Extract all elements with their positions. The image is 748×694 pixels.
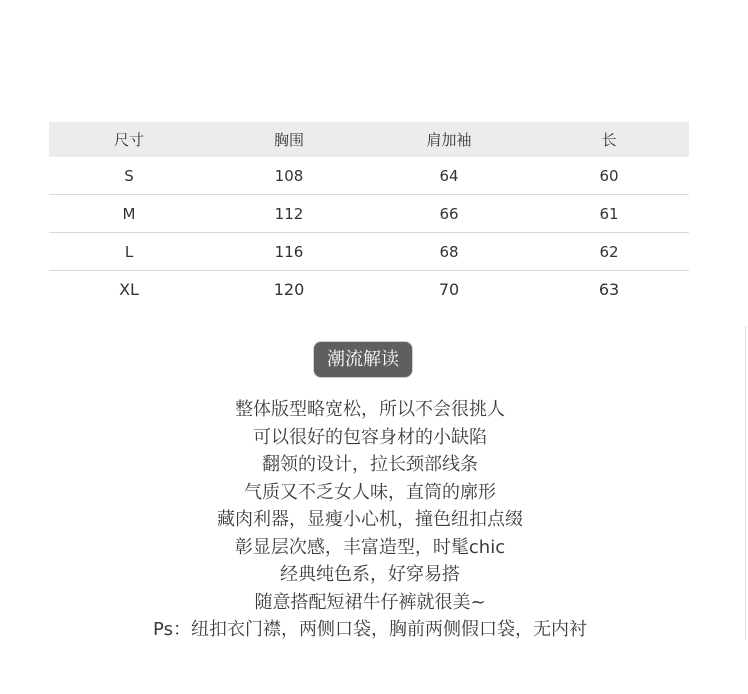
header-shoulder-sleeve: 肩加袖 xyxy=(369,122,529,157)
table-row xyxy=(49,233,689,271)
description-line: 翻领的设计，拉长颈部线条 xyxy=(262,454,478,475)
cell-shoulder-sleeve: 70 xyxy=(438,280,460,299)
table-row xyxy=(49,271,689,309)
description-block xyxy=(80,396,660,644)
cell-bust: 108 xyxy=(209,157,369,195)
description-line: 藏肉利器，显瘦小心机，撞色纽扣点缀 xyxy=(217,509,523,530)
description-line: 可以很好的包容身材的小缺陷 xyxy=(253,426,487,448)
table-row xyxy=(49,157,689,195)
cell-length: 63 xyxy=(598,280,620,299)
cell-size: XL xyxy=(119,280,139,299)
header-size: 尺寸 xyxy=(49,122,209,157)
description-line: 彰显层次感，丰富造型，时髦chic xyxy=(234,536,506,558)
table-row xyxy=(49,195,689,233)
cell-shoulder-sleeve: 68 xyxy=(369,233,529,271)
cell-bust: 112 xyxy=(209,195,369,233)
cell-shoulder-sleeve: 66 xyxy=(369,195,529,233)
cell-length: 61 xyxy=(529,195,689,233)
size-chart-table xyxy=(49,122,689,308)
size-chart-header-row xyxy=(49,122,689,157)
section-badge: 潮流解读 xyxy=(314,342,412,377)
cell-length: 60 xyxy=(529,157,689,195)
cell-bust: 120 xyxy=(273,280,305,299)
description-line: 经典纯色系，好穿易搭 xyxy=(280,564,460,585)
cell-shoulder-sleeve: 64 xyxy=(369,157,529,195)
header-length: 长 xyxy=(529,122,689,157)
description-line: 整体版型略宽松，所以不会很挑人 xyxy=(235,399,505,420)
cell-length: 62 xyxy=(529,233,689,271)
cell-bust: 116 xyxy=(209,233,369,271)
description-line: 随意搭配短裙牛仔裤就很美~ xyxy=(254,591,486,613)
description-line: Ps：纽扣衣门襟，两侧口袋，胸前两侧假口袋，无内衬 xyxy=(153,619,587,640)
cell-size: S xyxy=(49,157,209,195)
cell-size: M xyxy=(49,195,209,233)
header-bust: 胸围 xyxy=(209,122,369,157)
description-line: 气质又不乏女人味，直筒的廓形 xyxy=(244,481,496,503)
edge-divider xyxy=(745,326,746,640)
cell-size: L xyxy=(49,233,209,271)
